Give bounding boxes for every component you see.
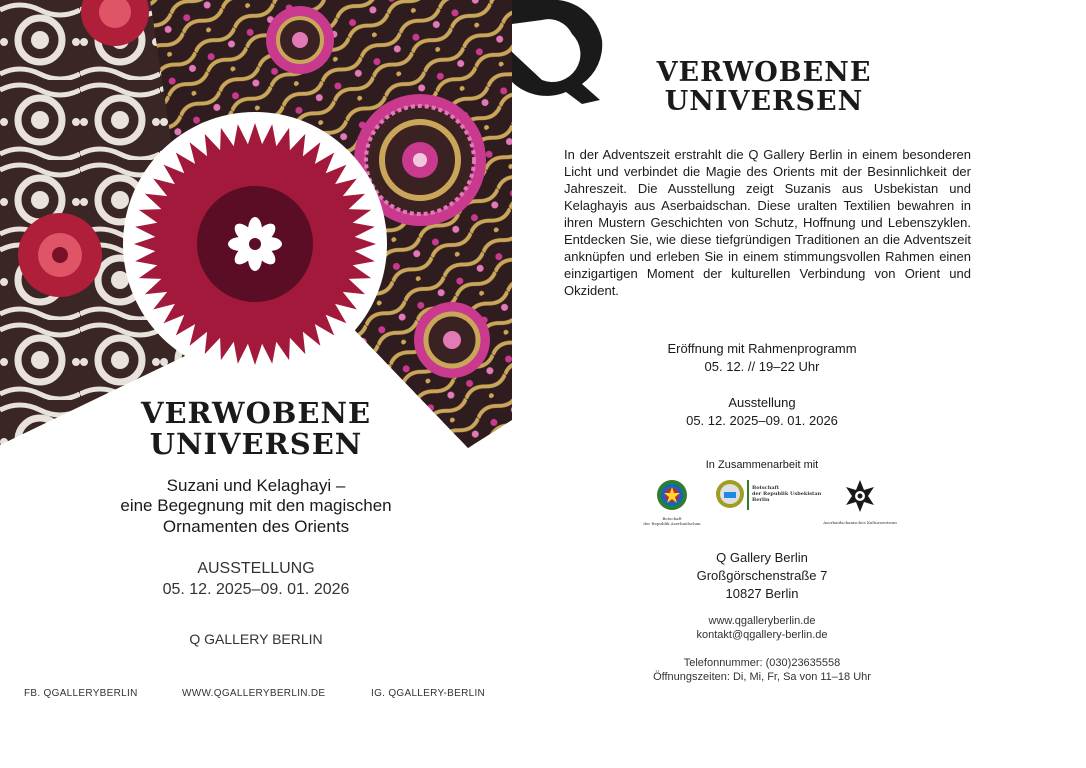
front-panel (0, 0, 512, 768)
subtitle-line: Suzani und Kelaghayi – (166, 476, 346, 495)
exhibition-label: Ausstellung (728, 395, 796, 410)
opening-label: Eröffnung mit Rahmenprogramm (667, 341, 857, 356)
opening-datetime: 05. 12. // 19–22 Uhr (704, 359, 820, 374)
azerbaijan-emblem-icon (632, 478, 712, 512)
suzani-textile-photo (0, 0, 512, 460)
culture-center-caption: Aserbaidschanisches Kulturzentrum (823, 520, 897, 525)
exhibition-label: AUSSTELLUNG (197, 560, 315, 577)
gallery-name: Q GALLERY BERLIN (189, 631, 323, 647)
title-line: VERWOBENE (656, 57, 872, 88)
contact-website-link[interactable]: www.qgalleryberlin.de (708, 615, 816, 627)
gallery-address (572, 549, 952, 603)
address-name: Q Gallery Berlin (716, 550, 808, 565)
uzbekistan-caption-line: Botschaft (752, 485, 780, 491)
collaboration-label: In Zusammenarbeit mit (705, 459, 819, 471)
partner-logos (632, 478, 902, 528)
subtitle-line: eine Begegnung mit den magischen (120, 496, 392, 516)
back-panel (512, 0, 1086, 768)
poster-title (640, 58, 888, 116)
poster-subtitle (70, 476, 442, 537)
instagram-link[interactable]: IG. QGALLERY-BERLIN (371, 688, 486, 699)
contact-email-link[interactable]: kontakt@qgallery-berlin.de (696, 629, 828, 641)
azerbaijan-caption: Botschaft (662, 516, 682, 521)
phone-number: Telefonnummer: (030)23635558 (683, 657, 841, 669)
opening-info (572, 340, 952, 376)
azerbaijan-caption: der Republik Aserbaidschan (643, 520, 701, 526)
exhibition-info (572, 394, 952, 430)
uzbekistan-caption (752, 485, 821, 503)
facebook-link[interactable]: FB. QGALLERYBERLIN (24, 688, 138, 699)
phone-and-hours (572, 656, 952, 684)
poster-title (0, 398, 512, 461)
subtitle-line: Ornamenten des Orients (162, 516, 350, 536)
flower-center (249, 238, 261, 250)
opening-hours: Öffnungszeiten: Di, Mi, Fr, Sa von 11–18 Uhr (653, 671, 871, 683)
address-city: 10827 Berlin (725, 586, 799, 601)
uzbekistan-caption-line: Berlin (752, 497, 770, 503)
title-line: UNIVERSEN (149, 427, 363, 462)
contact-info (572, 614, 952, 642)
uzbekistan-caption-line: der Republik Usbekistan (752, 491, 822, 497)
address-street: Großgörschenstraße 7 (696, 568, 828, 583)
title-line: UNIVERSEN (664, 86, 864, 118)
azerbaijani-culture-center-logo (818, 478, 902, 526)
q-gallery-logo-icon (512, 0, 606, 104)
exhibition-description: In der Adventszeit erstrahlt die Q Gallery Berlin in einem besonderen Licht und verbindet die Magie des Orients mit der Besinnlichkeit der Jahreszeit. Die Ausstellung zeigt Suzanis aus Usbekistan und Kelaghayis aus Aserbaidschan. Diese uralten Textilien bewahren in ihren Mustern Geschichten von Schutz, Hoffnung und Lebenszyklen. Entdecken Sie, wie diese tiefgründigen Traditionen an die Adventszeit anknüpfen und erleben Sie in einem stimmungsvollen Rahmen einen einzigartigen Moment der kulturellen Verbindung von Orient und Okzident. (564, 147, 971, 298)
uzbekistan-emblem-icon (714, 478, 750, 512)
exhibition-dates: 05. 12. 2025–09. 01. 2026 (686, 413, 838, 428)
website-link[interactable]: WWW.QGALLERYBERLIN.DE (182, 688, 326, 699)
culture-center-star-icon (818, 478, 902, 516)
uzbekistan-embassy-logo (714, 478, 824, 517)
azerbaijan-embassy-logo (632, 478, 712, 527)
title-line: VERWOBENE (140, 396, 372, 430)
exhibition-dates: 05. 12. 2025–09. 01. 2026 (162, 581, 350, 598)
